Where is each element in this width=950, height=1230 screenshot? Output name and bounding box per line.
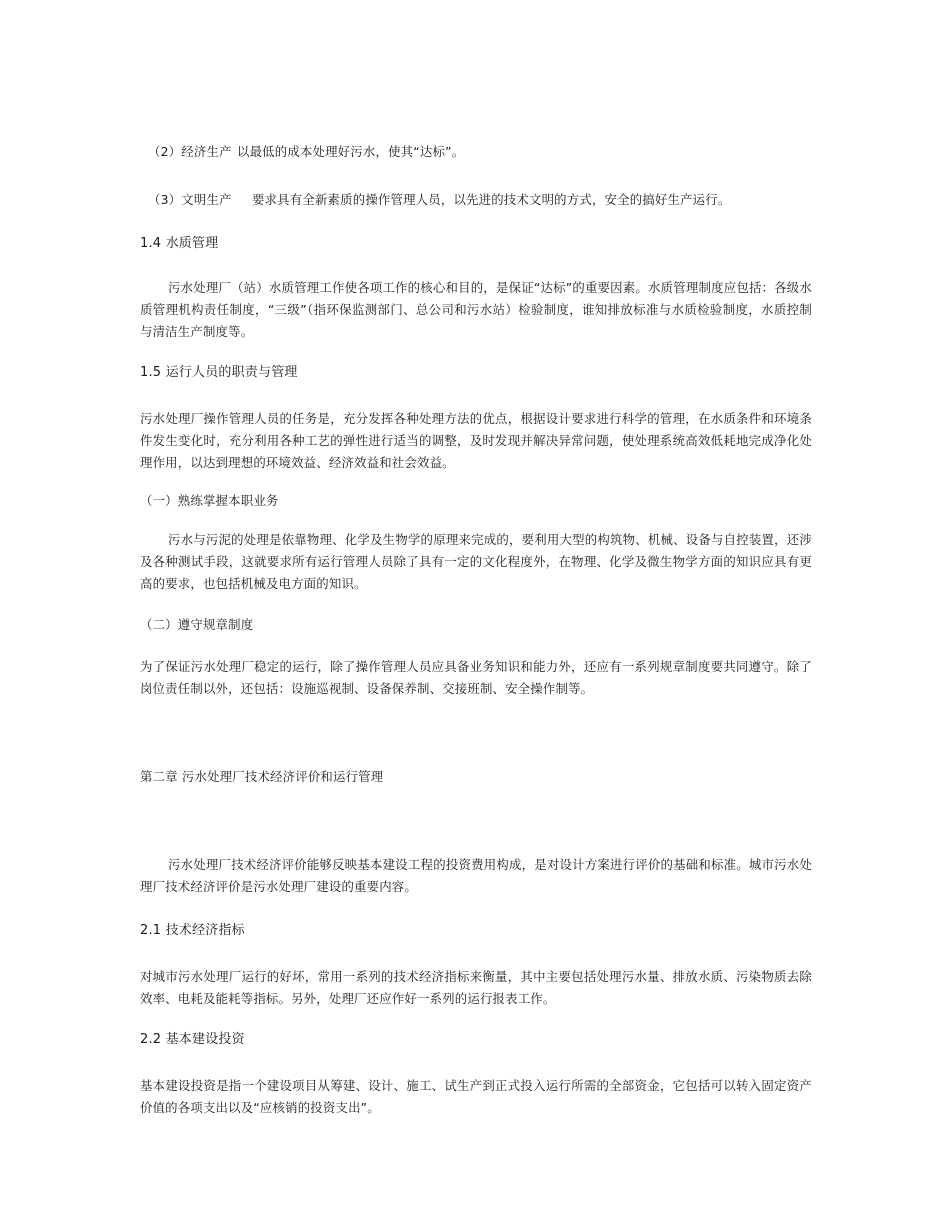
paragraph-master-duties: 污水与污泥的处理是依靠物理、化学及生物学的原理来完成的，要利用大型的构筑物、机械、设备与自控装置，还涉及各种测试手段，这就要求所有运行管理人员除了具有一定的文化程度外，在物理、化学及微生物学方面的知识应具有更高的要求，也包括机械及电方面的知识。: [140, 532, 812, 591]
paragraph-staff-duties: 污水处理厂操作管理人员的任务是，充分发挥各种处理方法的优点，根据设计要求进行科学的管理，在水质条件和环境条件发生变化时，充分利用各种工艺的弹性进行适当的调整，及时发现并解决异常问题，使处理系统高效低耗地完成净化处理作用，以达到理想的环境效益、经济效益和社会效益。: [140, 411, 812, 470]
paragraph-indicators: 对城市污水处理厂运行的好坏，常用一系列的技术经济指标来衡量，其中主要包括处理污水量、排放水质、污染物质去除效率、电耗及能耗等指标。另外，处理厂还应作好一系列的运行报表工作。: [140, 969, 812, 1006]
paragraph-chapter-intro: 污水处理厂技术经济评价能够反映基本建设工程的投资费用构成，是对设计方案进行评价的基础和标准。城市污水处理厂技术经济评价是污水处理厂建设的重要内容。: [140, 857, 812, 894]
section-heading-1-4: 1.4 水质管理: [140, 236, 219, 251]
subheading-master-duties: （一）熟练掌握本职业务: [140, 493, 279, 508]
paragraph-rules: 为了保证污水处理厂稳定的运行，除了操作管理人员应具备业务知识和能力外，还应有一系列规章制度要共同遵守。除了岗位责任制以外，还包括：设施巡视制、设备保养制、交接班制、安全操作制等。: [140, 659, 812, 696]
paragraph-investment: 基本建设投资是指一个建设项目从筹建、设计、施工、试生产到正式投入运行所需的全部资金，它包括可以转入固定资产价值的各项支出以及“应核销的投资支出”。: [140, 1078, 812, 1115]
section-heading-2-1: 2.1 技术经济指标: [140, 923, 245, 938]
list-item-civilized-production: [140, 189, 812, 211]
paragraph-water-quality: 污水处理厂（站）水质管理工作使各项工作的核心和目的，是保证“达标”的重要因素。水质管理制度应包括：各级水质管理机构责任制度，“三级”（指环保监测部门、总公司和污水站）检验制度，谁知排放标准与水质检验制度，水质控制与清洁生产制度等。: [140, 280, 812, 339]
item-label: （2）经济生产: [148, 144, 232, 159]
list-item-economic-production: [140, 141, 812, 163]
item-text: 要求具有全新素质的操作管理人员，以先进的技术文明的方式，安全的搞好生产运行。: [252, 192, 731, 207]
section-heading-1-5: 1.5 运行人员的职责与管理: [140, 365, 298, 380]
item-label: （3）文明生产: [148, 192, 232, 207]
chapter-title: 第二章 污水处理厂技术经济评价和运行管理: [140, 769, 384, 784]
item-text: 以最低的成本处理好污水，使其“达标”。: [237, 144, 465, 159]
section-heading-2-2: 2.2 基本建设投资: [140, 1032, 245, 1047]
subheading-rules: （二）遵守规章制度: [140, 617, 254, 632]
